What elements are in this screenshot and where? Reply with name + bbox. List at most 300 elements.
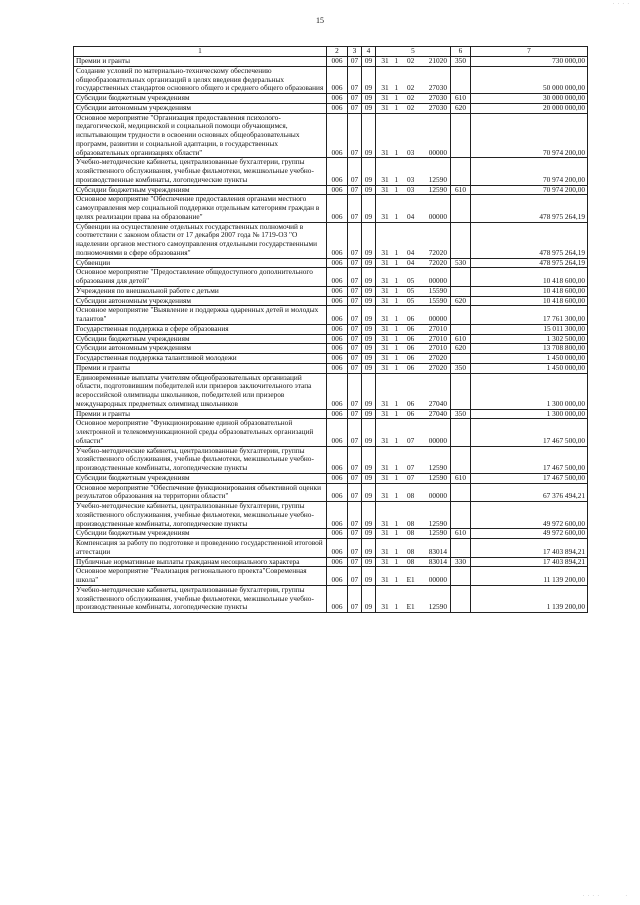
target-article-part: 12590 [428, 602, 447, 612]
target-article-part: E1 [406, 575, 415, 584]
target-article-part: 31 [381, 398, 389, 408]
target-article-part: 1 [394, 363, 399, 372]
target-article-part: 12590 [428, 473, 447, 482]
table-row [74, 344, 588, 354]
target-article-part: 31 [381, 247, 389, 257]
target-article-part: 31 [381, 211, 389, 221]
row-section-code: 07 [348, 354, 362, 364]
row-ga-code: 006 [327, 419, 348, 446]
target-article-part: 08 [407, 528, 415, 538]
target-article-part: 31 [381, 185, 389, 194]
target-article-part: 03 [407, 174, 415, 184]
header-cell: 6 [451, 47, 471, 57]
target-article-part: 31 [381, 83, 389, 93]
target-article-parts [376, 529, 450, 538]
header-cell: 1 [74, 47, 327, 57]
row-target-article [376, 473, 451, 483]
row-subsection-code: 09 [362, 409, 376, 419]
row-name: Субсидии автономным учреждениям [74, 344, 327, 354]
row-subsection-code: 09 [362, 268, 376, 287]
target-article-part: 31 [381, 363, 389, 372]
row-subsection-code: 09 [362, 258, 376, 268]
row-name: Премии и гранты [74, 57, 327, 67]
target-article-parts [376, 57, 450, 66]
table-row [74, 286, 588, 296]
table-row [74, 363, 588, 373]
row-ga-code: 006 [327, 258, 348, 268]
row-section-code: 07 [348, 57, 362, 67]
table-row [74, 567, 588, 586]
target-article-part: 31 [381, 473, 389, 482]
target-article-part: 31 [381, 276, 389, 285]
row-ga-code: 006 [327, 103, 348, 113]
table-row [74, 103, 588, 113]
row-ga-code: 006 [327, 158, 348, 185]
target-article-part: 1 [394, 258, 399, 267]
row-section-code: 07 [348, 344, 362, 354]
target-article-part: 05 [407, 286, 415, 295]
table-row [74, 446, 588, 473]
target-article-parts [376, 344, 450, 353]
row-expense-type [451, 286, 471, 296]
row-target-article [376, 185, 451, 195]
target-article-parts [376, 104, 450, 113]
table-row [74, 66, 588, 93]
row-amount: 17 403 894,21 [471, 539, 588, 558]
row-ga-code: 006 [327, 324, 348, 334]
target-article-part: 27030 [428, 83, 447, 93]
table-row [74, 94, 588, 104]
row-ga-code: 006 [327, 286, 348, 296]
header-cell: 7 [471, 47, 588, 57]
row-section-code: 07 [348, 286, 362, 296]
row-name: Основное мероприятие "Обеспечение предоставления органами местного самоуправления мер социальной поддержки отдельным категориям граждан в целях реализации права на образование" [74, 195, 327, 222]
row-amount: 15 011 300,00 [471, 324, 588, 334]
row-ga-code: 006 [327, 354, 348, 364]
row-amount: 20 000 000,00 [471, 103, 588, 113]
table-row [74, 185, 588, 195]
target-article-part: 1 [394, 575, 399, 584]
row-ga-code: 006 [327, 473, 348, 483]
scan-mark-bottom: · · · · [582, 894, 600, 899]
row-subsection-code: 09 [362, 94, 376, 104]
target-article-part: 1 [394, 56, 399, 65]
row-expense-type: 620 [451, 344, 471, 354]
row-amount: 1 139 200,00 [471, 585, 588, 612]
target-article-part: 1 [394, 435, 399, 445]
row-expense-type [451, 419, 471, 446]
row-subsection-code: 09 [362, 158, 376, 185]
row-name: Основное мероприятие "Функционирование единой образовательной электронной и телекоммуникационной среды образовательных организаций области" [74, 419, 327, 446]
target-article-part: 00000 [428, 276, 447, 285]
row-subsection-code: 09 [362, 334, 376, 344]
row-ga-code: 006 [327, 409, 348, 419]
target-article-part: 31 [381, 258, 389, 267]
table-row [74, 373, 588, 409]
target-article-part: 1 [394, 518, 399, 528]
target-article-parts [376, 576, 450, 585]
row-name: Субсидии бюджетным учреждениям [74, 185, 327, 195]
row-target-article [376, 363, 451, 373]
target-article-part: E1 [406, 602, 415, 612]
row-section-code: 07 [348, 529, 362, 539]
row-ga-code: 006 [327, 195, 348, 222]
target-article-parts [376, 213, 450, 222]
target-article-part: 07 [407, 463, 415, 472]
row-expense-type [451, 113, 471, 158]
target-article-part: 72020 [428, 258, 447, 267]
row-expense-type [451, 483, 471, 502]
row-target-article [376, 502, 451, 529]
row-target-article [376, 529, 451, 539]
row-section-code: 07 [348, 103, 362, 113]
table-row [74, 419, 588, 446]
row-subsection-code: 09 [362, 103, 376, 113]
target-article-part: 27010 [428, 334, 447, 343]
target-article-part: 83014 [428, 546, 447, 556]
row-amount: 17 761 300,00 [471, 306, 588, 325]
row-expense-type: 610 [451, 185, 471, 195]
row-name: Субсидии бюджетным учреждениям [74, 94, 327, 104]
table-row [74, 195, 588, 222]
row-subsection-code: 09 [362, 363, 376, 373]
target-article-part: 31 [381, 296, 389, 305]
row-target-article [376, 222, 451, 258]
row-section-code: 07 [348, 363, 362, 373]
row-name: Субсидии бюджетным учреждениям [74, 334, 327, 344]
row-amount: 10 418 600,00 [471, 286, 588, 296]
target-article-part: 00000 [428, 211, 447, 221]
row-ga-code: 006 [327, 94, 348, 104]
target-article-parts [376, 297, 450, 306]
target-article-part: 1 [394, 546, 399, 556]
row-subsection-code: 09 [362, 222, 376, 258]
row-section-code: 07 [348, 446, 362, 473]
target-article-part: 31 [381, 147, 389, 157]
row-expense-type: 530 [451, 258, 471, 268]
row-subsection-code: 09 [362, 324, 376, 334]
row-section-code: 07 [348, 502, 362, 529]
target-article-parts [376, 364, 450, 373]
row-section-code: 07 [348, 539, 362, 558]
target-article-part: 27030 [428, 103, 447, 112]
page-number: 15 [316, 16, 324, 25]
row-subsection-code: 09 [362, 286, 376, 296]
target-article-part: 31 [381, 343, 389, 353]
row-ga-code: 006 [327, 57, 348, 67]
row-section-code: 07 [348, 409, 362, 419]
row-target-article [376, 334, 451, 344]
row-name: Учебно-методические кабинеты, централизованные бухгалтерии, группы хозяйственного обслуживания, учебные фильмотеки, межшкольные учебно-производственные комбинаты, логопедические пункты [74, 585, 327, 612]
target-article-part: 1 [394, 324, 399, 333]
row-subsection-code: 09 [362, 373, 376, 409]
row-section-code: 07 [348, 306, 362, 325]
row-subsection-code: 09 [362, 57, 376, 67]
row-amount: 30 000 000,00 [471, 94, 588, 104]
target-article-part: 02 [407, 93, 415, 102]
target-article-part: 31 [381, 353, 389, 362]
row-name: Единовременные выплаты учителям общеобразовательных организаций области, подготовившим победителей или призеров заключительного этапа всероссийской олимпиады школьников, победителей или призеров международных предметных олимпиад школьников [74, 373, 327, 409]
row-name: Основное мероприятие "Реализация регионального проекта"Современная школа" [74, 567, 327, 586]
target-article-parts [376, 277, 450, 286]
row-section-code: 07 [348, 567, 362, 586]
row-amount: 1 300 000,00 [471, 373, 588, 409]
target-article-part: 31 [381, 286, 389, 295]
table-row [74, 296, 588, 306]
target-article-parts [376, 410, 450, 419]
row-target-article [376, 557, 451, 567]
row-amount: 730 000,00 [471, 57, 588, 67]
target-article-part: 27030 [428, 93, 447, 102]
row-amount: 70 974 200,00 [471, 158, 588, 185]
row-expense-type: 350 [451, 57, 471, 67]
row-amount: 1 300 000,00 [471, 409, 588, 419]
row-name: Учебно-методические кабинеты, централизованные бухгалтерии, группы хозяйственного обслуживания, учебные фильмотеки, межшкольные учебно-производственные комбинаты, логопедические пункты [74, 158, 327, 185]
target-article-part: 03 [407, 185, 415, 194]
target-article-part: 1 [394, 409, 399, 418]
row-section-code: 07 [348, 473, 362, 483]
target-article-part: 31 [381, 575, 389, 584]
row-target-article [376, 539, 451, 558]
row-target-article [376, 354, 451, 364]
row-name: Субсидии автономным учреждениям [74, 103, 327, 113]
row-expense-type [451, 195, 471, 222]
row-amount: 17 403 894,21 [471, 557, 588, 567]
target-article-part: 1 [394, 473, 399, 482]
table-row [74, 158, 588, 185]
row-section-code: 07 [348, 195, 362, 222]
row-target-article [376, 94, 451, 104]
row-subsection-code: 09 [362, 529, 376, 539]
target-article-part: 31 [381, 409, 389, 418]
row-ga-code: 006 [327, 268, 348, 287]
row-name: Учебно-методические кабинеты, централизованные бухгалтерии, группы хозяйственного обслуживания, учебные фильмотеки, межшкольные учебно-производственные комбинаты, логопедические пункты [74, 502, 327, 529]
row-expense-type [451, 539, 471, 558]
row-expense-type [451, 306, 471, 325]
target-article-part: 12590 [428, 463, 447, 472]
target-article-part: 1 [394, 276, 399, 285]
row-name: Публичные нормативные выплаты гражданам несоциального характера [74, 557, 327, 567]
target-article-parts [376, 176, 450, 185]
row-amount: 478 975 264,19 [471, 258, 588, 268]
row-subsection-code: 09 [362, 306, 376, 325]
row-target-article [376, 373, 451, 409]
target-article-part: 07 [407, 473, 415, 482]
row-section-code: 07 [348, 268, 362, 287]
target-article-part: 1 [394, 343, 399, 353]
target-article-parts [376, 603, 450, 612]
target-article-part: 04 [407, 258, 415, 267]
row-subsection-code: 09 [362, 419, 376, 446]
row-name: Основное мероприятие "Обеспечение функционирования объективной оценки результатов образования на территории области" [74, 483, 327, 502]
target-article-part: 05 [407, 276, 415, 285]
row-ga-code: 006 [327, 585, 348, 612]
scan-mark-bottom-right: · [625, 894, 628, 899]
target-article-part: 31 [381, 546, 389, 556]
target-article-part: 08 [407, 491, 415, 501]
target-article-part: 31 [381, 463, 389, 472]
row-expense-type: 610 [451, 529, 471, 539]
target-article-parts [376, 437, 450, 446]
row-name: Премии и гранты [74, 363, 327, 373]
row-ga-code: 006 [327, 344, 348, 354]
target-article-part: 31 [381, 435, 389, 445]
row-subsection-code: 09 [362, 354, 376, 364]
row-name: Государственная поддержка талантливой молодежи [74, 354, 327, 364]
target-article-parts [376, 249, 450, 258]
target-article-parts [376, 315, 450, 324]
target-article-part: 1 [394, 528, 399, 538]
row-target-article [376, 195, 451, 222]
target-article-part: 1 [394, 602, 399, 612]
budget-table [73, 46, 588, 613]
row-section-code: 07 [348, 334, 362, 344]
row-target-article [376, 344, 451, 354]
row-name: Основное мероприятие "Предоставление общедоступного дополнительного образования для детей" [74, 268, 327, 287]
row-amount: 478 975 264,19 [471, 222, 588, 258]
target-article-part: 15590 [428, 296, 447, 305]
target-article-parts [376, 492, 450, 501]
target-article-parts [376, 94, 450, 103]
table-row [74, 483, 588, 502]
row-amount: 1 450 000,00 [471, 363, 588, 373]
row-name: Учебно-методические кабинеты, централизованные бухгалтерии, группы хозяйственного обслуживания, учебные фильмотеки, межшкольные учебно-производственные комбинаты, логопедические пункты [74, 446, 327, 473]
target-article-part: 12590 [428, 518, 447, 528]
target-article-part: 15590 [428, 286, 447, 295]
target-article-part: 02 [407, 83, 415, 93]
target-article-part: 02 [407, 56, 415, 65]
row-name: Субсидии бюджетным учреждениям [74, 473, 327, 483]
table-row [74, 502, 588, 529]
target-article-parts [376, 335, 450, 344]
row-subsection-code: 09 [362, 296, 376, 306]
target-article-part: 1 [394, 314, 399, 323]
row-target-article [376, 103, 451, 113]
target-article-part: 1 [394, 174, 399, 184]
row-subsection-code: 09 [362, 557, 376, 567]
row-name: Основное мероприятие "Выявление и поддержка одаренных детей и молодых талантов" [74, 306, 327, 325]
table-row [74, 334, 588, 344]
target-article-part: 02 [407, 103, 415, 112]
table-row [74, 306, 588, 325]
target-article-parts [376, 259, 450, 268]
row-expense-type [451, 324, 471, 334]
target-article-part: 31 [381, 174, 389, 184]
target-article-part: 1 [394, 398, 399, 408]
target-article-part: 1 [394, 491, 399, 501]
row-section-code: 07 [348, 185, 362, 195]
row-name: Создание условий по материально-техническому обеспечению общеобразовательных организаций в целях введения федеральных государственных стандартов основного общего и среднего общего образования [74, 66, 327, 93]
target-article-part: 1 [394, 353, 399, 362]
target-article-part: 27010 [428, 324, 447, 333]
row-section-code: 07 [348, 222, 362, 258]
target-article-parts [376, 287, 450, 296]
row-section-code: 07 [348, 296, 362, 306]
target-article-part: 27040 [428, 409, 447, 418]
row-section-code: 07 [348, 113, 362, 158]
row-ga-code: 006 [327, 306, 348, 325]
row-expense-type: 620 [451, 296, 471, 306]
target-article-part: 04 [407, 211, 415, 221]
row-expense-type [451, 222, 471, 258]
row-target-article [376, 66, 451, 93]
row-expense-type [451, 354, 471, 364]
table-row [74, 529, 588, 539]
target-article-part: 1 [394, 211, 399, 221]
header-row [74, 47, 588, 57]
row-amount: 17 467 500,00 [471, 473, 588, 483]
target-article-part: 27020 [428, 363, 447, 372]
target-article-part: 05 [407, 296, 415, 305]
target-article-part: 06 [407, 409, 415, 418]
row-amount: 17 467 500,00 [471, 446, 588, 473]
header-cell: 3 [348, 47, 362, 57]
target-article-part: 1 [394, 103, 399, 112]
target-article-part: 31 [381, 314, 389, 323]
target-article-part: 1 [394, 334, 399, 343]
target-article-part: 08 [407, 518, 415, 528]
target-article-parts [376, 149, 450, 158]
row-amount: 13 708 800,00 [471, 344, 588, 354]
row-amount: 10 418 600,00 [471, 268, 588, 287]
row-target-article [376, 585, 451, 612]
target-article-parts [376, 474, 450, 483]
target-article-part: 27040 [428, 398, 447, 408]
row-target-article [376, 268, 451, 287]
row-section-code: 07 [348, 419, 362, 446]
row-subsection-code: 09 [362, 446, 376, 473]
table-row [74, 113, 588, 158]
row-target-article [376, 446, 451, 473]
table-row [74, 222, 588, 258]
scan-mark-top: · · · · [612, 2, 630, 7]
row-subsection-code: 09 [362, 195, 376, 222]
row-subsection-code: 09 [362, 473, 376, 483]
row-ga-code: 006 [327, 446, 348, 473]
target-article-part: 1 [394, 147, 399, 157]
row-name: Компенсация за работу по подготовке и проведению государственной итоговой аттестации [74, 539, 327, 558]
row-target-article [376, 306, 451, 325]
row-expense-type [451, 268, 471, 287]
row-ga-code: 006 [327, 334, 348, 344]
row-section-code: 07 [348, 483, 362, 502]
row-subsection-code: 09 [362, 585, 376, 612]
row-target-article [376, 483, 451, 502]
row-section-code: 07 [348, 258, 362, 268]
target-article-part: 06 [407, 353, 415, 362]
target-article-parts [376, 520, 450, 529]
row-name: Основное мероприятие "Организация предоставления психолого-педагогической, медицинской и социальной помощи обучающимся, испытывающим трудности в освоении основных общеобразовательных программ, развитии и социальной адаптации, в государственных образовательных организациях области" [74, 113, 327, 158]
row-subsection-code: 09 [362, 185, 376, 195]
target-article-part: 04 [407, 247, 415, 257]
row-ga-code: 006 [327, 483, 348, 502]
row-name: Субвенции [74, 258, 327, 268]
row-section-code: 07 [348, 324, 362, 334]
target-article-part: 1 [394, 463, 399, 472]
row-subsection-code: 09 [362, 344, 376, 354]
target-article-part: 83014 [428, 557, 447, 566]
target-article-part: 1 [394, 247, 399, 257]
table-row [74, 557, 588, 567]
target-article-part: 1 [394, 296, 399, 305]
target-article-parts [376, 558, 450, 567]
row-amount: 17 467 500,00 [471, 419, 588, 446]
row-target-article [376, 286, 451, 296]
header-cell: 4 [362, 47, 376, 57]
target-article-part: 31 [381, 557, 389, 566]
table-row [74, 324, 588, 334]
target-article-parts [376, 400, 450, 409]
